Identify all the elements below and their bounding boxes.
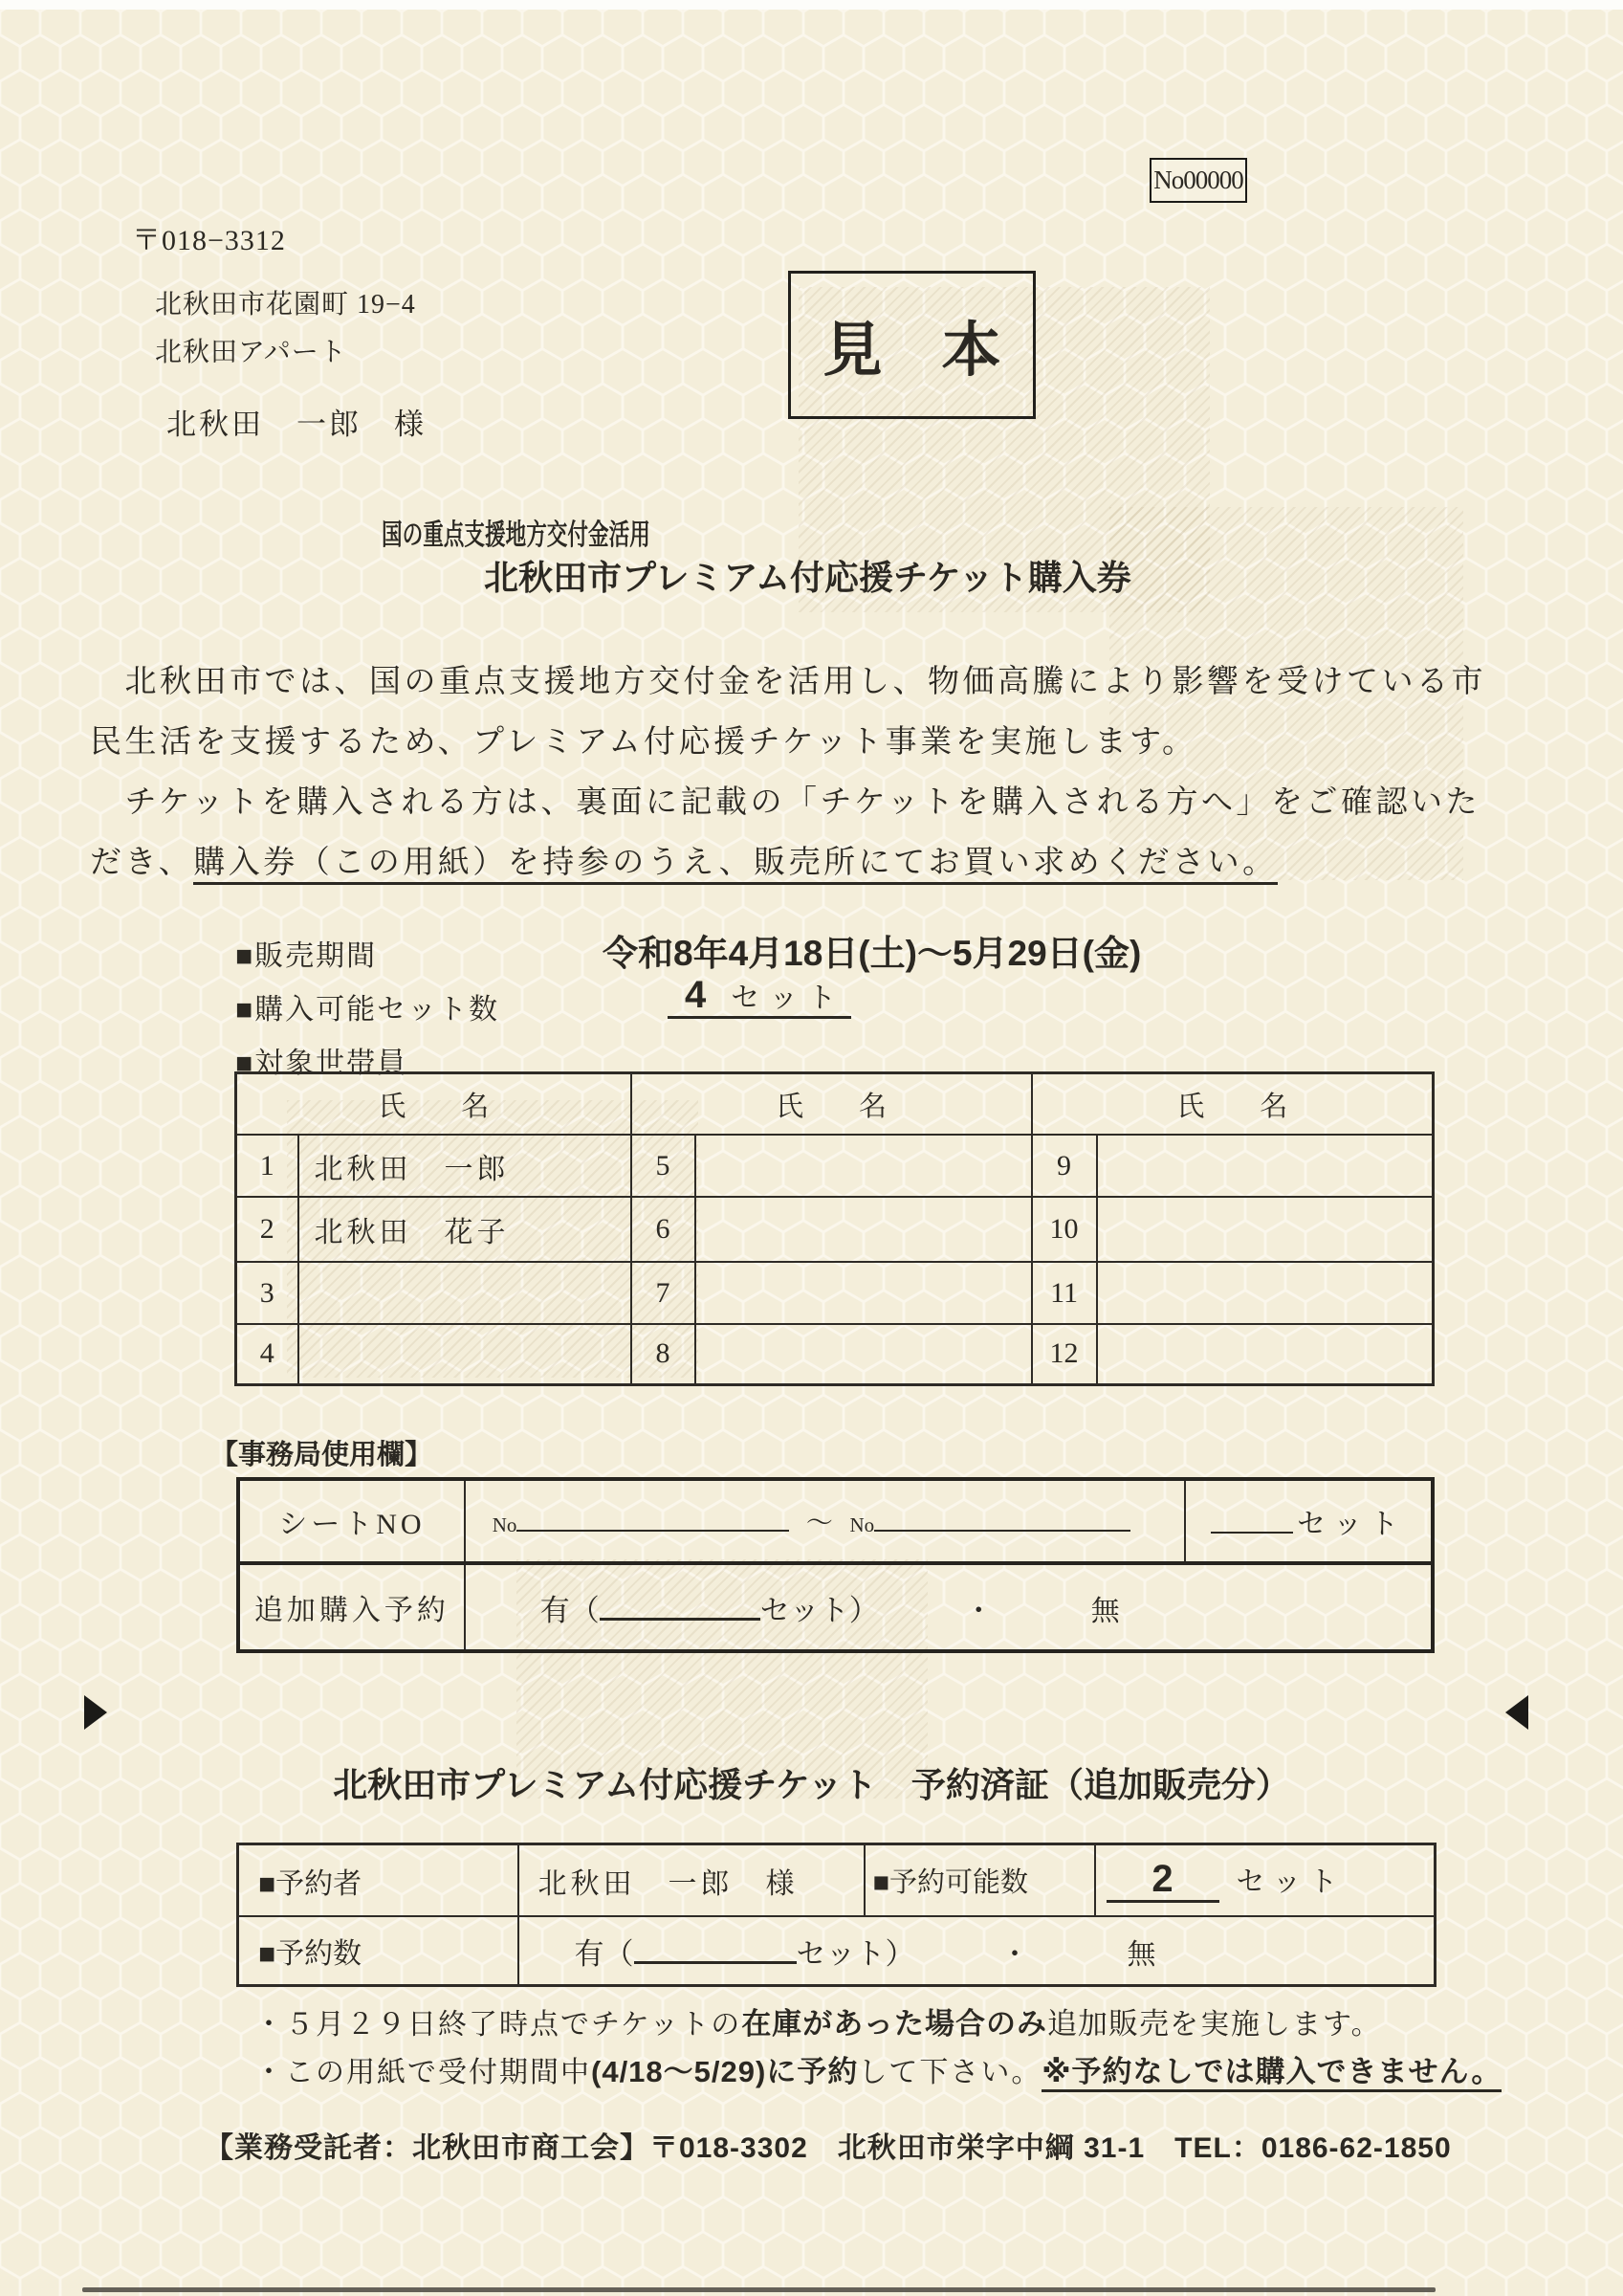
- member-no: 6: [631, 1197, 695, 1262]
- member-no: 12: [1032, 1324, 1097, 1384]
- reserved-sets-blank: [634, 1961, 797, 1964]
- none-option: 無: [1090, 1595, 1120, 1627]
- member-no: 9: [1032, 1135, 1097, 1197]
- household-row: [236, 1324, 1434, 1384]
- member-name: [1097, 1262, 1434, 1324]
- intro-line-1: 北秋田市では、国の重点支援地方交付金を活用し、物価高騰により影響を受けている市: [90, 665, 1486, 699]
- intro-line-2: 民生活を支援するため、プレミアム付応援チケット事業を実施します。: [90, 725, 1197, 760]
- member-name: 北秋田 花子: [298, 1197, 631, 1262]
- postal-code: 〒018−3312: [132, 225, 286, 256]
- no-prefix: No: [492, 1513, 517, 1536]
- member-name: [695, 1324, 1032, 1384]
- none-option: 無: [1127, 1938, 1156, 1971]
- sales-period-label: ■販売期間: [235, 940, 378, 972]
- purchasable-sets-label: ■購入可能セット数: [235, 994, 500, 1026]
- name-column-header: 氏 名: [236, 1073, 631, 1136]
- household-row: [236, 1262, 1434, 1324]
- note-1-bold: 在庫があった場合のみ: [741, 2007, 1048, 2041]
- sheet-no-from-blank: [516, 1530, 789, 1532]
- reservation-count-label: ■予約数: [238, 1916, 518, 1986]
- yes-open: 有（: [539, 1593, 600, 1627]
- no-prefix: No: [849, 1513, 875, 1536]
- member-no: 1: [236, 1135, 298, 1197]
- quota-underline: [1107, 1858, 1219, 1903]
- household-row: [236, 1197, 1434, 1262]
- note-1-tail: を実施します。: [1170, 2009, 1382, 2041]
- left-registration-arrow-icon: [84, 1695, 107, 1730]
- reserver-label: ■予約者: [238, 1844, 518, 1917]
- name-column-header: 氏 名: [631, 1073, 1032, 1136]
- member-no: 7: [631, 1262, 695, 1324]
- quota-label: ■予約可能数: [865, 1844, 1095, 1917]
- contractor-footer: 【業務受託者：北秋田市商工会】〒018-3302 北秋田市栄字中綱 31-1 TEL：0186-62-1850: [205, 2132, 1452, 2164]
- sets-count: 4: [685, 974, 707, 1016]
- additional-purchase-choice: [465, 1563, 1433, 1651]
- scan-edge-strip: [0, 0, 1623, 10]
- scan-edge-artifact: [82, 2287, 1436, 2292]
- note-1-gothic: 追加販売: [1047, 2007, 1171, 2041]
- intro-line-4-underlined: 購入券（この用紙）を持参のうえ、販売所にてお買い求めください。: [193, 846, 1277, 885]
- sheet-no-label: シートNO: [238, 1479, 465, 1563]
- sales-period-value: 令和8年4月18日(土)～5月29日(金): [603, 934, 1142, 973]
- choice-separator: ・: [1000, 1938, 1029, 1971]
- member-no: 5: [631, 1135, 695, 1197]
- member-no: 4: [236, 1324, 298, 1384]
- member-name: 北秋田 一郎: [298, 1135, 631, 1197]
- office-use-table: [236, 1477, 1435, 1653]
- sheet-no-to-blank: [874, 1530, 1130, 1532]
- member-no: 11: [1032, 1262, 1097, 1324]
- name-column-header: 氏 名: [1032, 1073, 1434, 1136]
- sample-stamp-text: 見 本: [822, 319, 1001, 384]
- member-name: [695, 1197, 1032, 1262]
- note-2-warning: ※予約なしでは購入できません。: [1042, 2055, 1502, 2092]
- yes-close: セット）: [759, 1593, 879, 1627]
- choice-separator: ・: [964, 1595, 994, 1627]
- document-subtitle: 国の重点支援地方交付金活用: [382, 519, 650, 551]
- member-no: 10: [1032, 1197, 1097, 1262]
- member-name: [695, 1135, 1032, 1197]
- reserver-row: [238, 1844, 1436, 1917]
- sheet-no-row: [238, 1479, 1433, 1563]
- member-no: 3: [236, 1262, 298, 1324]
- set-unit: セット: [1297, 1509, 1407, 1540]
- member-name: [298, 1262, 631, 1324]
- member-name: [695, 1262, 1032, 1324]
- document-title: 北秋田市プレミアム付応援チケット購入券: [484, 558, 1131, 597]
- yes-close: セット）: [796, 1936, 915, 1971]
- address-street: 北秋田市花園町 19−4: [155, 290, 416, 320]
- member-name: [298, 1324, 631, 1384]
- intro-line-4: [90, 837, 1278, 882]
- note-2: [254, 2047, 1502, 2090]
- reservation-count-row: [238, 1916, 1436, 1986]
- yes-open: 有（: [574, 1936, 634, 1971]
- additional-purchase-row: [238, 1563, 1433, 1651]
- sheet-set-count: [1185, 1479, 1433, 1563]
- sets-unit: セット: [731, 982, 846, 1014]
- note-1: [254, 1999, 1382, 2042]
- member-name: [1097, 1135, 1434, 1197]
- resale-section-title: 北秋田市プレミアム付応援チケット 予約済証（追加販売分）: [333, 1765, 1290, 1804]
- reserver-name: 北秋田 一郎 様: [518, 1844, 865, 1917]
- recipient-name: 北秋田 一郎 様: [166, 408, 427, 441]
- set-count-blank: [1211, 1532, 1293, 1534]
- sample-stamp-box: [788, 271, 1036, 419]
- note-2-plain: ・この用紙で受付期間中: [254, 2057, 591, 2088]
- additional-purchase-label: 追加購入予約: [238, 1563, 465, 1651]
- member-no: 8: [631, 1324, 695, 1384]
- household-members-label: ■対象世帯員: [235, 1048, 408, 1079]
- member-no: 2: [236, 1197, 298, 1262]
- address-building: 北秋田アパート: [155, 338, 347, 367]
- sheet-no-range: [465, 1479, 1185, 1563]
- quota-count: 2: [1151, 1858, 1173, 1900]
- note-2-bold: (4/18～5/29)に予約: [591, 2055, 859, 2088]
- office-use-label: 【事務局使用欄】: [210, 1440, 433, 1470]
- quota-unit: セット: [1236, 1866, 1346, 1898]
- reservation-table: [236, 1843, 1437, 1987]
- purchasable-sets-value: [668, 974, 851, 1019]
- intro-line-4-plain: だき、: [90, 846, 194, 880]
- note-1-plain: ・５月２９日終了時点でチケットの: [254, 2009, 742, 2041]
- member-name: [1097, 1324, 1434, 1384]
- intro-line-3: チケットを購入される方は、裏面に記載の「チケットを購入される方へ」をご確認いた: [90, 785, 1481, 820]
- serial-number: No00000: [1153, 166, 1243, 194]
- member-name: [1097, 1197, 1434, 1262]
- range-tilde: ～: [805, 1509, 833, 1538]
- quota-value-cell: [1095, 1844, 1436, 1917]
- household-members-table: [234, 1071, 1435, 1386]
- household-row: [236, 1135, 1434, 1197]
- serial-number-box: [1150, 158, 1247, 203]
- note-2-mid: して下さい。: [858, 2057, 1042, 2088]
- additional-sets-blank: [600, 1618, 760, 1621]
- household-header-row: [236, 1073, 1434, 1136]
- right-registration-arrow-icon: [1505, 1695, 1528, 1730]
- reservation-count-choice: [518, 1916, 1436, 1986]
